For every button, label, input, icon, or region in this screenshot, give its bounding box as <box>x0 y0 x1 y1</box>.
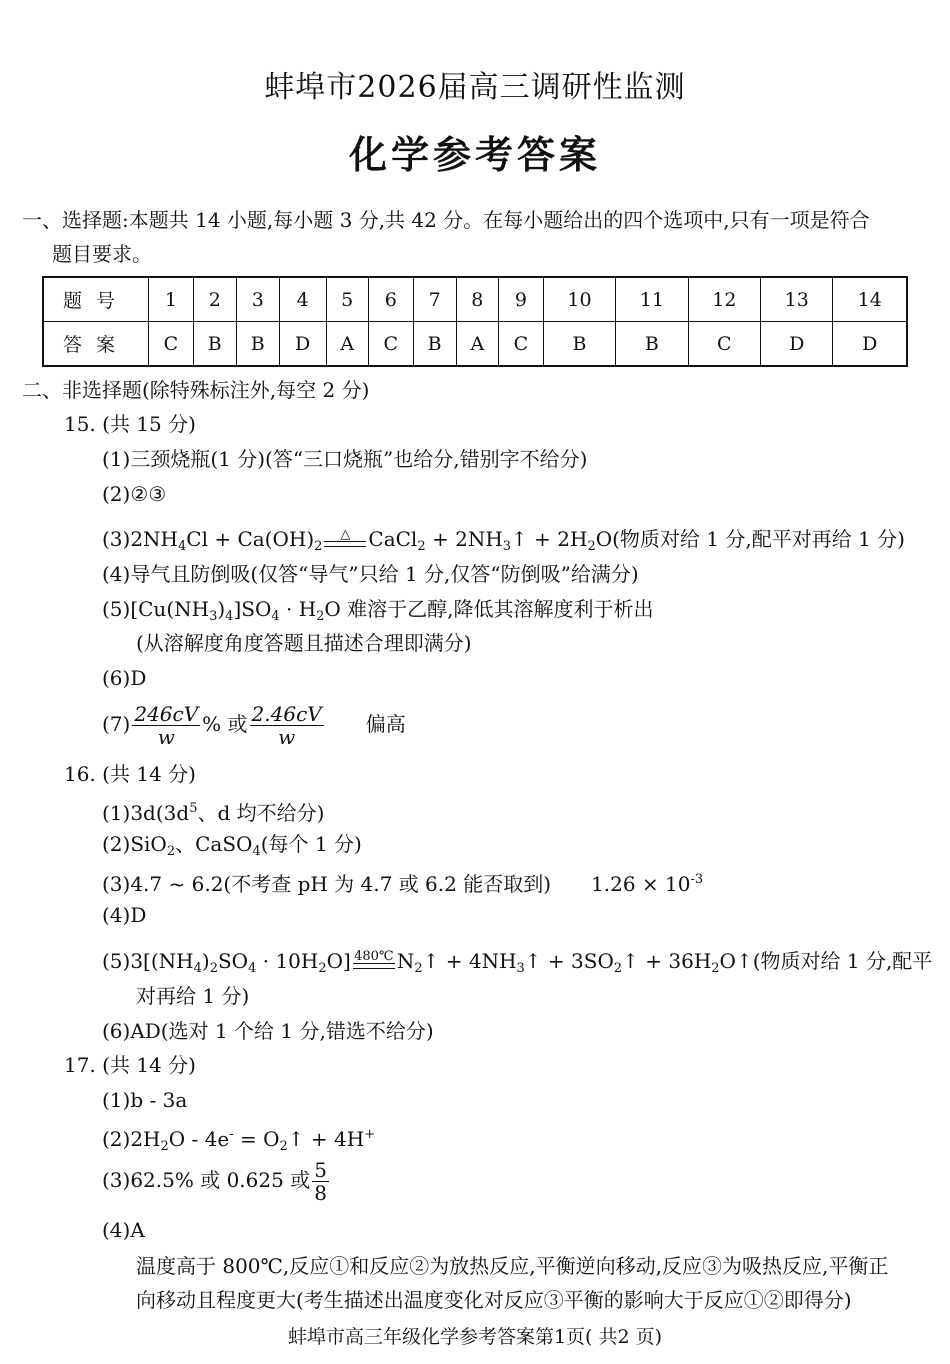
answer-table <box>42 276 908 367</box>
q17-answer-2-equation: $(2)2H_2O - 4e^-$ = $O_2↑ + 4H^+$ <box>102 1127 376 1154</box>
fraction: $\frac{2.46cV}{w}$ <box>251 702 322 749</box>
table-cell: B <box>413 322 456 367</box>
q15-heading: 15. (共 15 分) <box>64 412 196 436</box>
table-cell: 9 <box>499 277 544 322</box>
table-cell: 3 <box>236 277 279 322</box>
q16-answer-5-equation: $(5)3[(NH_4)_2SO_4 \cdot 10H_2O]$ 480℃ $N_2↑$ + $4NH_3↑$ + $3SO_2↑$ + $36H_2O↑$(物质对给 1 分,配平 <box>102 949 933 976</box>
q15-answer-1: (1)三颈烧瓶(1 分)(答“三口烧瓶”也给分,错别字不给分) <box>102 447 588 471</box>
table-header-question: 题号 <box>43 277 149 322</box>
q15-answer-5-note: (从溶解度角度答题且描述合理即满分) <box>136 631 472 655</box>
fraction: $\frac{246cV}{w}$ <box>134 702 199 749</box>
q15-answer-6: (6)D <box>102 666 147 690</box>
table-cell: 14 <box>833 277 907 322</box>
table-cell: 6 <box>368 277 413 322</box>
table-cell: C <box>499 322 544 367</box>
q16-answer-5-cont: 对再给 1 分) <box>136 984 250 1008</box>
table-row-answers <box>43 322 907 367</box>
q17-heading: 17. (共 14 分) <box>64 1053 196 1077</box>
section1-instructions: 一、选择题:本题共 14 小题,每小题 3 分,共 42 分。在每小题给出的四个选项中,只有一项是符合 <box>22 208 870 232</box>
q15-answer-7: (7) $\frac{246cV}{w}$ % 或 $\frac{2.46cV}{w}$ 偏高 <box>102 702 406 749</box>
table-cell: 2 <box>193 277 236 322</box>
exam-title: 蚌埠市2026届高三调研性监测 <box>264 70 686 105</box>
q17-answer-4-explanation: 温度高于 800℃,反应①和反应②为放热反应,平衡逆向移动,反应③为吸热反应,平衡正 <box>136 1254 889 1278</box>
q17-answer-4: (4)A <box>102 1218 145 1242</box>
document-title: 化学参考答案 <box>348 132 601 177</box>
table-cell: C <box>149 322 194 367</box>
table-row-numbers <box>43 277 907 322</box>
q16-answer-1: $(1)3d(3d^5$、d 均不给分) <box>102 801 325 825</box>
q16-answer-6: (6)AD(选对 1 个给 1 分,错选不给分) <box>102 1019 434 1043</box>
table-cell: 10 <box>543 277 615 322</box>
q16-heading: 16. (共 14 分) <box>64 762 196 786</box>
table-cell: A <box>456 322 498 367</box>
table-cell: B <box>616 322 688 367</box>
table-cell: 4 <box>279 277 326 322</box>
q17-answer-3: (3)62.5% 或 0.625 或 $\frac{5}{8}$ <box>102 1158 327 1205</box>
q15-answer-4: (4)导气且防倒吸(仅答“导气”只给 1 分,仅答“防倒吸”给满分) <box>102 562 639 586</box>
q16-answer-2: (2)SiO$_2$、CaSO$_4$(每个 1 分) <box>102 832 362 859</box>
fraction: $\frac{5}{8}$ <box>314 1158 327 1205</box>
section2-heading: 二、非选择题(除特殊标注外,每空 2 分) <box>22 378 370 402</box>
table-cell: 5 <box>326 277 368 322</box>
table-cell: B <box>236 322 279 367</box>
table-header-answer: 答案 <box>43 322 149 367</box>
q15-answer-2: (2)②③ <box>102 482 167 506</box>
q16-answer-3: (3)4.7 ~ 6.2(不考查 pH 为 4.7 或 6.2 能否取到) $1.26 \times 10^{-3}$ <box>102 872 704 896</box>
table-cell: 11 <box>616 277 688 322</box>
reaction-condition-temperature: 480℃ <box>353 950 395 969</box>
table-cell: 12 <box>688 277 760 322</box>
q17-answer-1: (1)b - 3a <box>102 1088 188 1112</box>
table-cell: D <box>761 322 833 367</box>
table-cell: 7 <box>413 277 456 322</box>
table-cell: 1 <box>149 277 194 322</box>
page-footer: 蚌埠市高三年级化学参考答案第1页( 共2 页) <box>287 1326 663 1348</box>
q15-answer-5: $(5)[Cu(NH_3)_4]SO_4 \cdot H_2O$ 难溶于乙醇,降低其溶解度利于析出 <box>102 597 654 624</box>
table-cell: B <box>543 322 615 367</box>
q17-answer-4-explanation-cont: 向移动且程度更大(考生描述出温度变化对反应③平衡的影响大于反应①②即得分) <box>136 1288 852 1312</box>
table-cell: C <box>368 322 413 367</box>
section1-instructions-cont: 题目要求。 <box>52 242 152 266</box>
table-cell: 13 <box>761 277 833 322</box>
q16-answer-4: (4)D <box>102 903 147 927</box>
q15-answer-3-equation: $(3)2NH_4Cl + Ca(OH)_2$ △ CaCl$_2$ + $2NH_3↑ + 2H_2O$(物质对给 1 分,配平对再给 1 分) <box>102 527 905 554</box>
table-cell: D <box>833 322 907 367</box>
reaction-condition-heat: △ <box>324 528 366 547</box>
table-cell: A <box>326 322 368 367</box>
table-cell: 8 <box>456 277 498 322</box>
table-cell: C <box>688 322 760 367</box>
table-cell: D <box>279 322 326 367</box>
table-cell: B <box>193 322 236 367</box>
